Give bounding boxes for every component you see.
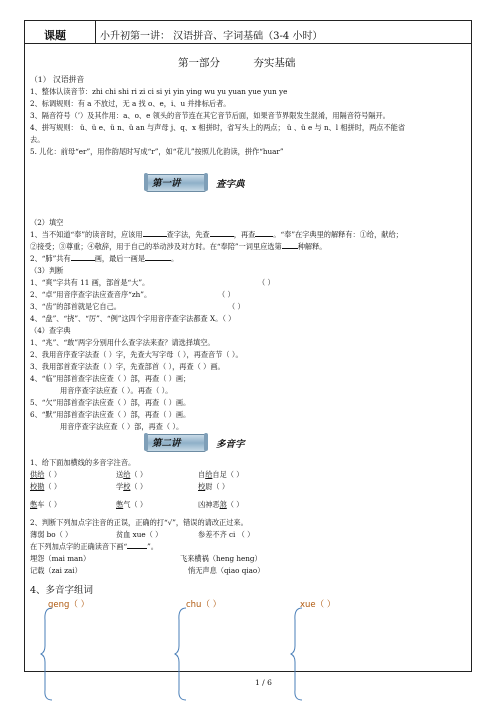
judge-mark[interactable]: （ ） (218, 290, 235, 299)
header-divider (24, 43, 472, 44)
poly-item: 薄弱 bo（ ） (30, 530, 73, 539)
lesson-banner-2 (146, 432, 266, 452)
answer-blank[interactable] (210, 230, 234, 237)
judge-mark[interactable]: （ ） (258, 278, 275, 287)
poly-item: 记载（zai zai） (30, 566, 82, 575)
judge-heading: （3）判断 (30, 266, 64, 275)
lookup-line: 6、“默”用部首查字法应查（ ）部，再查（ ）画。 (30, 410, 191, 419)
judge-mark[interactable]: （ ） (228, 302, 245, 311)
fill-heading: （2）填空 (30, 218, 64, 227)
page-number: 1 / 6 (255, 678, 272, 687)
lesson-banner-1 (146, 172, 266, 192)
fill-question-1: 1、当不知道“奉”的读音时，应该用 查字法，先查 ，再查 。“奉”在字典里的解释有：①给，献给； (30, 230, 403, 239)
lookup-line: 3、我用部首查字法查（ ）字，先查部首（ ），再查（ ）画。 (30, 362, 225, 371)
fill-question-2: 2、“肺”共有 画，最后一画是 。 (30, 254, 179, 263)
poly-question-2: 2、判断下列加点字注音的正误，正确的打“√”，错误的请改正过来。 (30, 518, 248, 527)
poly-item: 送给（ ） (116, 470, 148, 479)
header-title: 小升初第一讲： 汉语拼音、字词基础（3-4 小时） (100, 31, 323, 42)
poly-item: 贫血 xue（ ） (116, 530, 163, 539)
pinyin-line: 3、隔音符号（’）及其作用：a、o、e 领头的音节连在其它音节后面，如果音节界限发生混淆，用隔音符号隔开。 (30, 111, 390, 120)
word-group[interactable]: chu（ ） (186, 600, 222, 610)
poly-item: 凶神恶煞（ ） (198, 500, 244, 509)
banner-label: 第一讲 (152, 178, 181, 189)
pinyin-line: 4、拼写规则： ü、ü e、ü n、ü an 与声母 j、q、x 相拼时，省写头上的两点； ü 、ü e 与 n、l 相拼时，两点不能省 (30, 123, 406, 132)
judge-item: 2、“卓”用音序查字法应查音序“zh”。 (30, 290, 152, 299)
poly-item: 自给自足（ ） (198, 470, 244, 479)
word-group[interactable]: xue（ ） (300, 600, 336, 610)
judge-item: 1、“爽”字共有 11 画，部首是“大”。 (30, 278, 150, 287)
lookup-line: 4、“临”用部首查字法应查（ ）部，再查（ ）画； (30, 374, 191, 383)
answer-blank[interactable] (71, 254, 95, 261)
brace-icon (174, 606, 188, 702)
banner-title: 查字典 (216, 179, 245, 190)
header-label: 课题 (44, 29, 66, 42)
lookup-line: 2、我用音序查字法查（ ）字，先查大写字母（ ），再查音节（ ）。 (30, 350, 243, 359)
answer-blank[interactable] (143, 230, 167, 237)
pinyin-line: 5. 儿化：前母“er”，用作韵尾时写成“r”，如“花儿”按照儿化韵读，拼作“huar” (30, 147, 284, 156)
banner-title: 多音字 (216, 439, 245, 450)
poly-item: 学校（ ） (116, 482, 148, 491)
pinyin-line: 去。 (30, 135, 45, 144)
poly-item: 校勘（ ） (30, 482, 62, 491)
judge-item: 3、“齿”的部首就是它自己。 (30, 302, 121, 311)
part-heading: 第一部分 夯实基础 (178, 57, 296, 69)
lookup-line: 用音序查字法应查（ ）。再查（ ）。 (60, 386, 173, 395)
poly-question-3: 在下列加点字的正确读音下画“ ”。 (30, 542, 158, 551)
header-column-divider (95, 20, 96, 43)
judge-item: 4、“盘”、“挠”、“厉”、“例”这四个字用音序查字法都查 X。（ ） (30, 314, 236, 323)
poly-item: 飞来横祸（heng heng） (180, 554, 262, 563)
brace-icon (40, 606, 54, 702)
poly-item: 悄无声息（qiao qiao） (188, 566, 265, 575)
poly-item: 憋气（ ） (116, 500, 148, 509)
poly-item: 参差不齐 ci （ ） (198, 530, 255, 539)
lookup-line: 5、“欠”用部首查字法应查（ ）部，再查（ ）画。 (30, 398, 191, 407)
poly-question-1: 1、给下面加横线的多音字注音。 (30, 458, 136, 467)
word-group[interactable]: geng（ ） (48, 600, 90, 610)
pinyin-line: 2、标调规则：有 a 不放过，无 a 找 o、e，i、u 并排标后者。 (30, 99, 231, 108)
poly-question-4: 4、多音字组词 (30, 585, 94, 596)
pinyin-heading: （1） 汉语拼音 (30, 75, 85, 84)
poly-item: 憋车（ ） (30, 500, 62, 509)
answer-blank[interactable] (282, 242, 298, 249)
poly-item: 供给（ ） (30, 470, 62, 479)
answer-blank[interactable] (255, 230, 273, 237)
poly-item: 校尉（ ） (198, 482, 230, 491)
fill-question-1-cont: ②接受；③尊重；④敬辞，用于自己的举动涉及对方时。在“奉陪”一词里应选第 种解释。 (30, 242, 327, 251)
lookup-line: 1、“兆”、“敢”两字分别用什么查字法来查？请选择填空。 (30, 338, 215, 347)
pinyin-line: 1、整体认读音节：zhi chi shi ri zi ci si yi yin ying wu yu yuan yue yun ye (30, 87, 288, 96)
answer-blank[interactable] (145, 254, 171, 261)
lookup-heading: （4）查字典 (30, 326, 71, 335)
banner-label: 第二讲 (152, 438, 181, 449)
brace-icon (290, 606, 304, 702)
lookup-line: 用音序查字法应查（ ）部，再查（ ）。 (60, 422, 184, 431)
poly-item: 埋怨（mai man） (30, 554, 91, 563)
answer-blank (127, 542, 147, 549)
